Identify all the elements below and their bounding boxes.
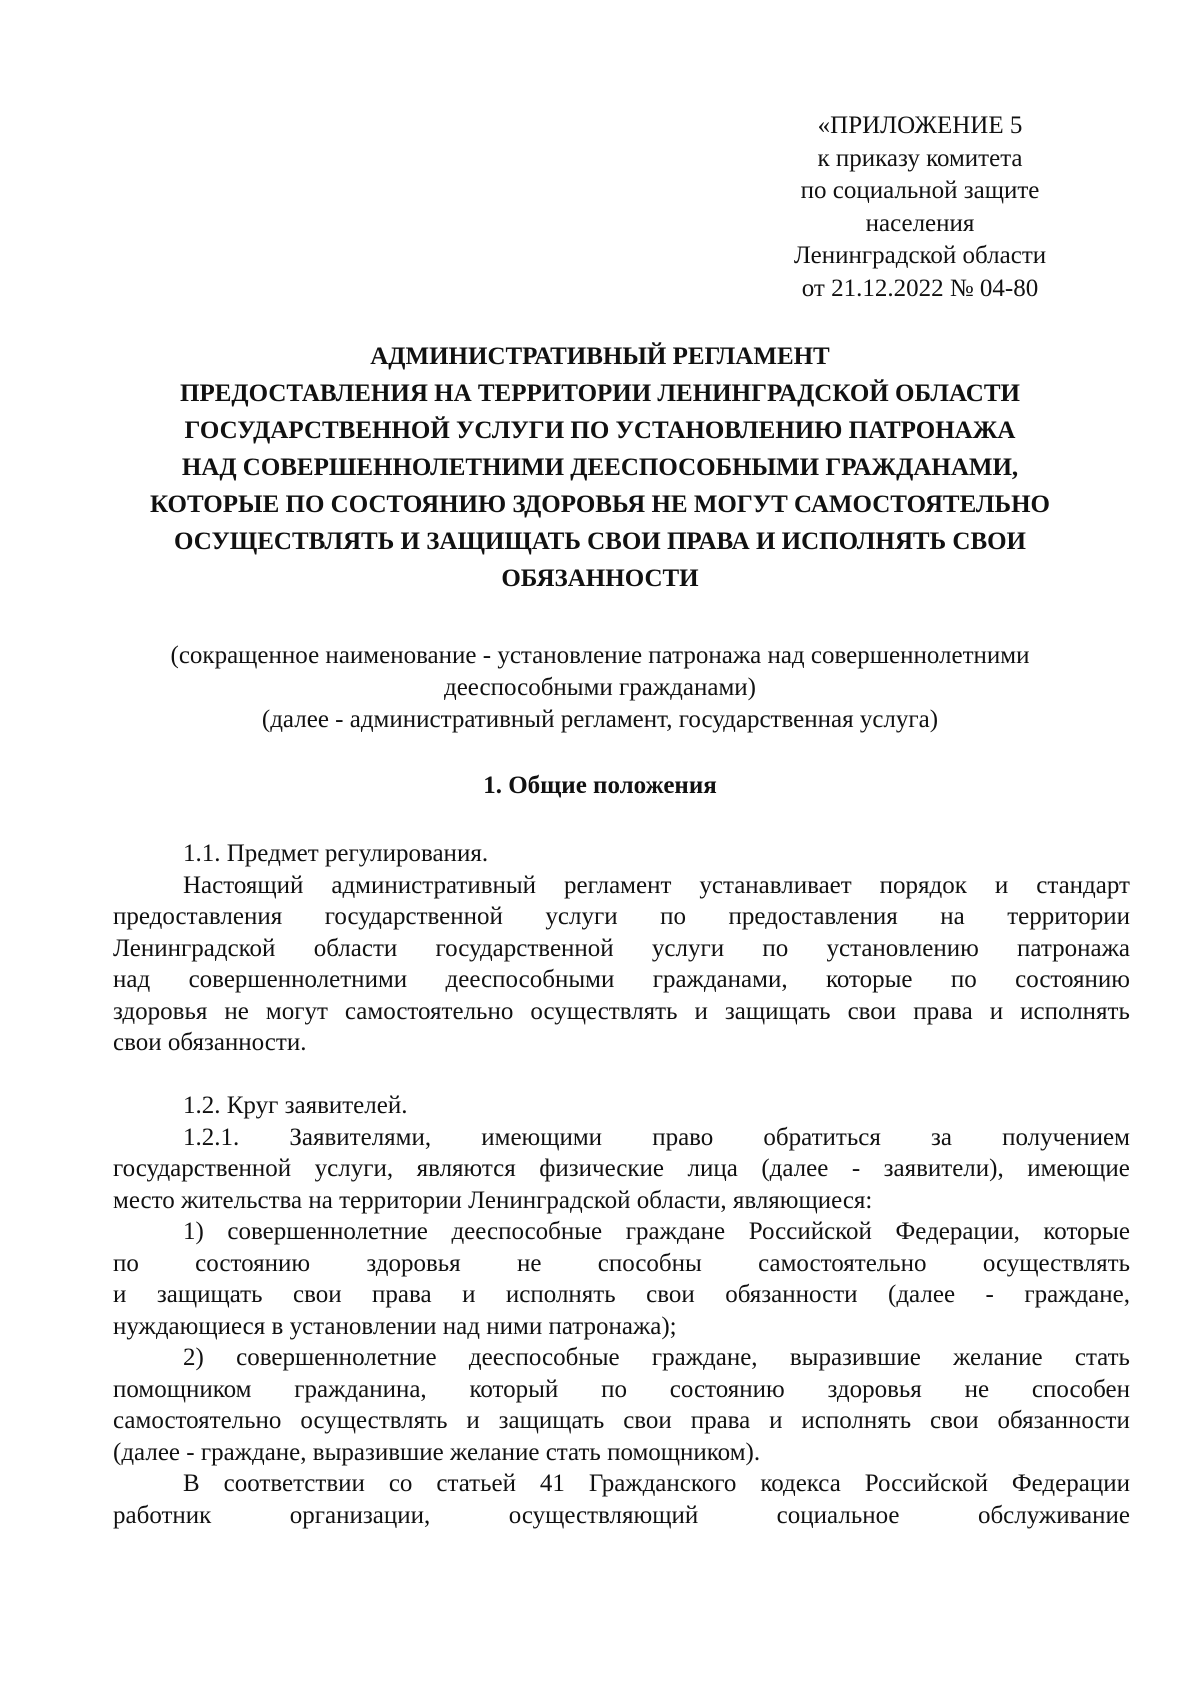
word: (далее [761,1155,829,1182]
word: состоянию [669,1375,785,1403]
word: здоровья [366,1249,461,1277]
word: защищать [498,1407,605,1434]
word: совершеннолетние [236,1344,437,1371]
word: и [113,1281,127,1308]
word: исполнять [1020,997,1130,1025]
word: Российской [864,1470,988,1497]
word: 2) [183,1344,204,1371]
word: 1.2.1. [183,1123,240,1151]
appendix-line: «ПРИЛОЖЕНИЕ 5 [817,112,1023,139]
document-title [100,338,1100,597]
word: и [769,1407,783,1434]
word: работник [113,1501,212,1529]
word: по [660,903,687,930]
word: обязанности [725,1281,858,1308]
word: права [913,997,973,1025]
word: и [694,997,708,1025]
title-line: АДМИНИСТРАТИВНЫЙ РЕГЛАМЕНТ [370,343,830,370]
appendix-line: по социальной защите [800,177,1040,204]
text-line [113,1153,1130,1185]
word: стать [1074,1344,1130,1371]
word: по [762,934,789,962]
word: свои [847,997,897,1025]
word: государственной [113,1155,292,1182]
word: и [466,1407,480,1434]
appendix-line: населения [865,209,975,237]
word: услуги [545,903,618,930]
word: права [372,1281,432,1308]
word: Федерации [1011,1470,1130,1497]
word: исполнять [505,1281,616,1308]
word: дееспособные [451,1218,603,1245]
text-line [113,870,1130,902]
word: - [851,1155,861,1182]
title-line: ПРЕДОСТАВЛЕНИЯ НА ТЕРРИТОРИИ ЛЕНИНГРАДСКОЙ ОБЛАСТИ [180,380,1020,407]
word: не [964,1375,990,1403]
word: совершеннолетние [227,1218,428,1245]
word: услуги, [314,1155,394,1182]
word: обязанности [997,1407,1130,1434]
word: свои [646,1281,695,1308]
word: самостоятельно [113,1407,282,1434]
word: являются [416,1155,516,1182]
word: имеющие [1027,1155,1130,1182]
word: социальное [776,1501,900,1529]
word: услуги [651,934,725,962]
word: совершеннолетними [188,966,408,993]
word: которые [1043,1218,1130,1245]
word: граждане, [651,1344,758,1371]
word: защищать [724,997,831,1025]
word: способны [597,1249,702,1277]
list-item-line: (далее - граждане, выразившие желание стать помощником). [113,1438,761,1466]
word: заявители), [883,1155,1004,1182]
word: Гражданского [588,1470,737,1497]
section-heading: 1. Общие положения [483,772,717,799]
paragraph-heading: 1.2. Круг заявителей. [183,1092,408,1119]
word: по [113,1249,139,1277]
word: желание [953,1344,1043,1371]
word: помощником [113,1375,252,1403]
word: предоставления [113,903,283,930]
word: государственной [435,934,614,962]
list-item-line: нуждающиеся в установлении над ними патронажа); [113,1312,677,1340]
list-item-line [113,1279,1130,1311]
word: кодекса [760,1470,841,1497]
subtitle-line: (далее - административный регламент, государственная услуга) [261,706,939,733]
subtitle-line: дееспособными гражданами) [443,674,756,701]
word: предоставления [728,903,898,930]
list-item-line [113,1405,1130,1437]
word: на [940,903,965,930]
word: осуществляющий [508,1501,699,1529]
word: дееспособные [468,1344,620,1371]
word: Федерации, [895,1218,1020,1245]
word: свои [930,1407,979,1434]
word: права [690,1407,751,1434]
word: и [989,997,1004,1025]
appendix-line: Ленинградской области [793,242,1047,269]
list-item-line [113,1248,1130,1280]
word: свои [623,1407,672,1434]
word: организации, [289,1501,431,1529]
word: регламент [564,871,672,899]
word: состоянию [195,1249,311,1277]
word: Ленинградской [113,934,276,962]
title-line: ГОСУДАРСТВЕННОЙ УСЛУГИ ПО УСТАНОВЛЕНИЮ ПАТРОНАЖА [184,417,1016,444]
word: лица [687,1155,738,1182]
word: 41 [539,1470,565,1497]
word: который [469,1375,559,1403]
word: могут [265,997,328,1025]
word: самостоятельно [758,1249,927,1277]
list-item-line [113,1342,1130,1374]
word: со [388,1470,413,1497]
word: здоровья [827,1375,922,1403]
text-line [113,964,1130,996]
subtitle-line: (сокращенное наименование - установление патронажа над совершеннолетними [170,642,1030,669]
word: административный [331,871,537,899]
word: выразившие [789,1344,921,1371]
word: осуществлять [300,1407,448,1434]
text-line [113,901,1130,933]
word: патронажа [1017,934,1130,962]
word: исполнять [801,1407,912,1434]
word: (далее [888,1281,956,1308]
word: обслуживание [977,1501,1130,1529]
word: получением [1002,1123,1130,1151]
word: осуществлять [530,997,678,1025]
text-line: место жительства на территории Ленинградской области, являющиеся: [113,1186,873,1214]
word: стандарт [1036,871,1130,899]
word: Российской [748,1218,872,1245]
word: и [994,871,1009,899]
word: области [313,934,398,962]
word: гражданина, [294,1375,427,1403]
text-line [113,933,1130,965]
word: граждане [625,1218,726,1245]
word: состоянию [1015,966,1130,993]
word: территории [1007,903,1130,930]
word: физические [539,1155,665,1182]
appendix-line: к приказу комитета [817,144,1023,172]
word: способен [1031,1375,1130,1403]
text-line [113,1468,1130,1500]
word: соответствии [223,1470,365,1497]
word: которые [825,966,913,993]
title-line: ОБЯЗАННОСТИ [501,565,699,592]
word: самостоятельно [344,997,514,1025]
paragraph-heading: 1.1. Предмет регулирования. [183,840,489,867]
word: порядок [879,871,967,899]
word: не [516,1249,542,1277]
word: свои [292,1281,342,1308]
document-subtitle [100,640,1100,736]
text-line [113,1500,1130,1532]
text-line [113,1122,1130,1154]
word: осуществлять [982,1249,1130,1277]
word: по [950,966,977,993]
list-item-line [113,1216,1130,1248]
word: за [930,1123,952,1151]
word: Заявителями, [289,1123,432,1151]
word: - [985,1281,994,1308]
word: граждане, [1024,1281,1130,1308]
appendix-header [770,110,1070,305]
word: и [462,1281,476,1308]
word: имеющими [481,1123,603,1151]
title-line: НАД СОВЕРШЕННОЛЕТНИМИ ДЕЕСПОСОБНЫМИ ГРАЖДАНАМИ, [181,454,1019,481]
word: государственной [324,903,503,930]
word: устанавливает [699,871,852,899]
word: В [183,1470,200,1497]
list-item-line [113,1374,1130,1406]
paragraph-gap [113,1059,1130,1091]
word: над [113,966,151,993]
word: здоровья [113,997,208,1025]
word: гражданами, [652,966,788,993]
word: право [652,1123,714,1151]
text-line [113,996,1130,1028]
word: не [224,997,249,1025]
word: статьей [436,1470,516,1497]
word: защищать [156,1281,263,1308]
appendix-line: от 21.12.2022 № 04-80 [801,274,1039,302]
word: Настоящий [183,871,304,899]
word: установлению [826,934,979,962]
word: по [601,1375,627,1403]
word: обратиться [763,1123,881,1151]
text-line: свои обязанности. [113,1029,307,1056]
document-body [113,838,1130,1531]
word: 1) [183,1218,204,1245]
word: дееспособными [445,966,615,993]
title-line: КОТОРЫЕ ПО СОСТОЯНИЮ ЗДОРОВЬЯ НЕ МОГУТ САМОСТОЯТЕЛЬНО [150,491,1050,518]
title-line: ОСУЩЕСТВЛЯТЬ И ЗАЩИЩАТЬ СВОИ ПРАВА И ИСПОЛНЯТЬ СВОИ [173,528,1027,555]
